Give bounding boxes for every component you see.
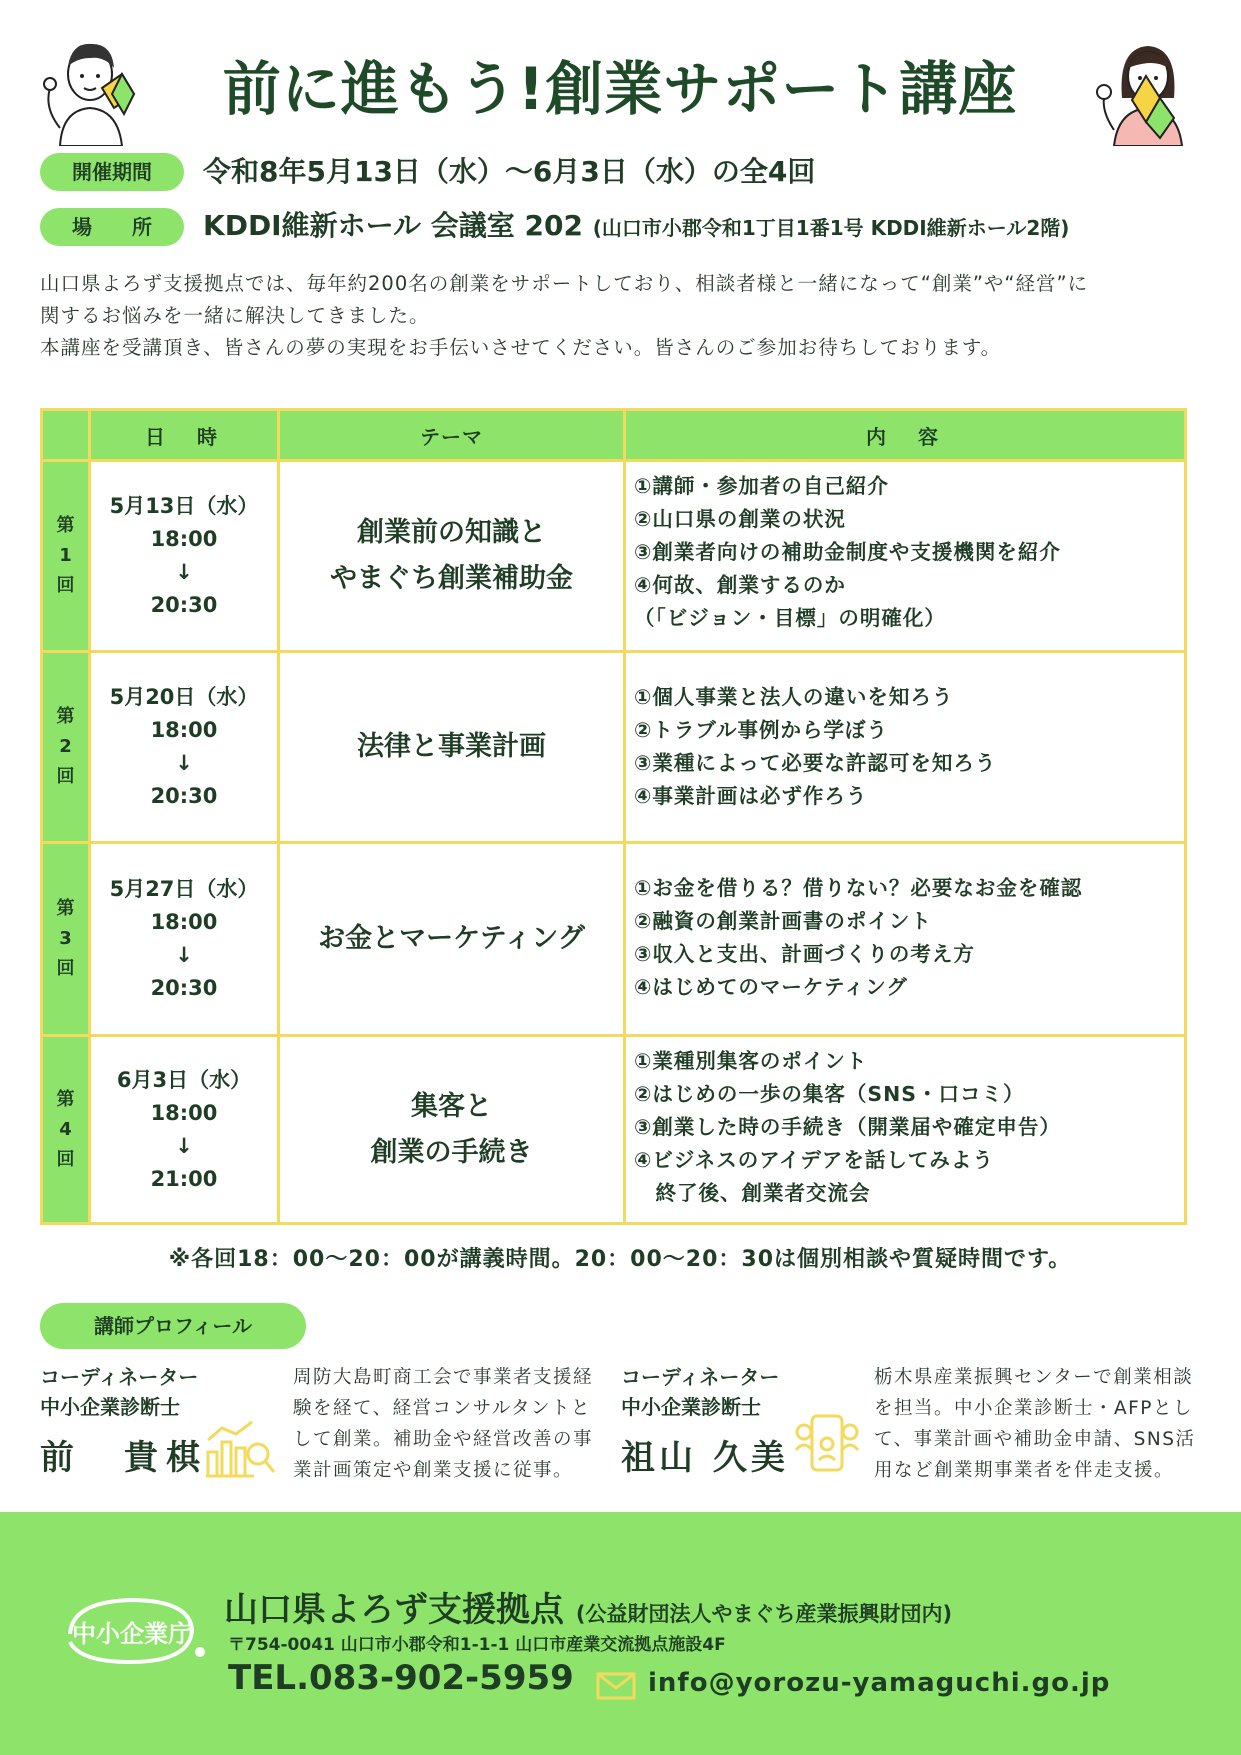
round-cell [42, 843, 90, 1036]
coordinator-role: コーディネーター [40, 1365, 199, 1389]
schedule-table [40, 408, 1187, 1225]
arrow-down-icon: ↓ [175, 943, 193, 967]
session-start: 18:00 [150, 527, 218, 551]
footer [0, 1512, 1241, 1755]
header-content: 内 容 [625, 410, 1186, 461]
address: 〒754-0041 山口市小郡令和1-1-1 山口市産業交流拠点施設4F [228, 1635, 726, 1655]
coordinator-1 [40, 1362, 208, 1479]
round-char: 3 [59, 928, 72, 949]
table-row [42, 652, 1186, 843]
venue-line [203, 206, 1069, 248]
man-illustration [38, 28, 148, 146]
round-char: 第 [56, 706, 75, 727]
content-item: ①お金を借りる？借りない？必要なお金を確認 [634, 876, 1083, 900]
session-end: 21:00 [150, 1166, 218, 1191]
theme-cell [279, 461, 625, 652]
content-cell [625, 461, 1186, 652]
round-cell [42, 461, 90, 652]
theme-line: お金とマーケティング [318, 923, 585, 954]
content-item: ④何故、創業するのか [634, 573, 846, 597]
content-cell [625, 652, 1186, 843]
round-char: 第 [56, 515, 75, 536]
schedule-note: ※各回18：00～20：00が講義時間。20：00～20：30は個別相談や質疑時間です。 [168, 1247, 1072, 1272]
header-date: 日 時 [90, 410, 279, 461]
phone-number[interactable]: TEL.083-902-5959 [228, 1658, 574, 1698]
org-line [224, 1582, 952, 1631]
table-row [42, 1036, 1186, 1224]
coordinator-role: コーディネーター [621, 1365, 780, 1389]
date-cell [90, 843, 279, 1036]
round-cell [42, 1036, 90, 1224]
arrow-down-icon: ↓ [175, 751, 193, 775]
theme-line: 創業の手続き [370, 1136, 533, 1168]
coordinator-qualification: 中小企業診断士 [621, 1395, 761, 1419]
round-char: 回 [56, 766, 75, 787]
round-char: 4 [59, 1118, 72, 1140]
table-header-row [42, 410, 1186, 461]
content-cell [625, 843, 1186, 1036]
content-item: ④ビジネスのアイデアを話してみよう [634, 1148, 994, 1172]
period-value: 令和8年5月13日（水）～6月3日（水）の全4回 [203, 155, 816, 188]
round-char: 第 [56, 898, 75, 919]
woman-illustration [1092, 28, 1202, 146]
content-item: ①業種別集客のポイント [634, 1049, 868, 1073]
session-date: 5月20日（水） [109, 685, 259, 709]
round-char: 回 [56, 575, 75, 596]
session-date: 5月27日（水） [109, 877, 259, 901]
session-end: 20:30 [150, 593, 218, 617]
coordinator-qualification: 中小企業診断士 [40, 1395, 180, 1419]
bio-line: 周防大島町商工会で事業者支援経 [293, 1367, 594, 1388]
email-link[interactable]: info@yorozu-yamaguchi.go.jp [648, 1668, 1111, 1698]
content-item: ②はじめの一歩の集客（SNS・口コミ） [634, 1082, 1025, 1106]
bio-line: て、事業計画や補助金申請、SNS活 [874, 1429, 1196, 1450]
logo-text: 中小企業庁 [72, 1620, 192, 1648]
coordinator-name: 祖山 久美 [621, 1438, 789, 1478]
session-start: 18:00 [150, 1100, 218, 1125]
table-row [42, 843, 1186, 1036]
coordinator-2-bio [874, 1362, 1214, 1486]
round-cell [42, 652, 90, 843]
org-name: 山口県よろず支援拠点 [224, 1590, 564, 1630]
round-char: 回 [56, 958, 75, 979]
content-cell [625, 1036, 1186, 1224]
round-char: 回 [56, 1148, 75, 1170]
content-item: ③収入と支出、計画づくりの考え方 [634, 942, 975, 966]
header-corner [42, 410, 90, 461]
content-item: ④はじめてのマーケティング [634, 975, 908, 999]
round-char: 2 [59, 736, 72, 757]
arrow-down-icon: ↓ [175, 1133, 193, 1158]
sme-agency-logo [60, 1594, 206, 1668]
coordinator-1-bio [293, 1362, 613, 1486]
smartphone-users-icon [794, 1410, 860, 1476]
content-item: ①個人事業と法人の違いを知ろう [634, 685, 954, 709]
theme-line: 創業前の知識と [357, 517, 546, 548]
bio-line: して創業。補助金や経営改善の事 [293, 1429, 594, 1450]
date-cell [90, 652, 279, 843]
bio-line: 業計画策定や創業支援に従事。 [293, 1460, 574, 1481]
round-char: 1 [59, 545, 72, 566]
arrow-down-icon: ↓ [175, 560, 193, 584]
session-start: 18:00 [150, 718, 218, 742]
venue-value: KDDI維新ホール 会議室 202 [203, 209, 583, 242]
theme-cell [279, 652, 625, 843]
content-item: ②山口県の創業の状況 [634, 507, 846, 531]
venue-label: 場 所 [40, 208, 184, 246]
envelope-icon [596, 1672, 636, 1700]
content-item: ①講師・参加者の自己紹介 [634, 474, 889, 498]
session-end: 20:30 [150, 784, 218, 808]
content-item: ④事業計画は必ず作ろう [634, 784, 868, 808]
theme-line: 集客と [411, 1090, 492, 1122]
content-item: ③創業した時の手続き（開業届や確定申告） [634, 1115, 1061, 1139]
theme-line: やまぐち創業補助金 [330, 563, 573, 594]
bio-line: を担当。中小企業診断士・AFPとし [874, 1398, 1193, 1419]
date-cell [90, 1036, 279, 1224]
venue-address: (山口市小郡令和1丁目1番1号 KDDI維新ホール2階) [592, 216, 1070, 240]
page-title: 前に進もう!創業サポート講座 [222, 55, 1018, 123]
content-item: ②トラブル事例から学ぼう [634, 718, 889, 742]
intro-line: 関するお悩みを一緒に解決してきました。 [40, 304, 430, 327]
profile-label: 講師プロフィール [40, 1303, 306, 1349]
analytics-chart-icon [204, 1418, 278, 1480]
theme-cell [279, 1036, 625, 1224]
session-start: 18:00 [150, 910, 218, 934]
bio-line: 用など創業期事業者を伴走支援。 [874, 1460, 1175, 1481]
coordinator-name: 前 貴棋 [40, 1438, 208, 1478]
period-label: 開催期間 [40, 153, 184, 191]
content-item: 終了後、創業者交流会 [634, 1181, 871, 1205]
bio-line: 験を経て、経営コンサルタントと [293, 1398, 591, 1419]
theme-cell [279, 843, 625, 1036]
round-char: 第 [56, 1088, 75, 1110]
org-sub: (公益財団法人やまぐち産業振興財団内) [575, 1602, 953, 1626]
theme-line: 法律と事業計画 [357, 731, 546, 762]
intro-text [40, 268, 1210, 364]
session-date: 6月3日（水） [116, 1067, 252, 1092]
content-item: ②融資の創業計画書のポイント [634, 909, 932, 933]
session-end: 20:30 [150, 976, 218, 1000]
content-item: ③創業者向けの補助金制度や支援機関を紹介 [634, 540, 1061, 564]
coordinator-2 [621, 1362, 789, 1479]
intro-line: 本講座を受講頂き、皆さんの夢の実現をお手伝いさせてください。皆さんのご参加お待ちしております。 [40, 336, 1002, 359]
intro-line: 山口県よろず支援拠点では、毎年約200名の創業をサポートしており、相談者様と一緒になって“創業”や“経営”に [40, 272, 1089, 295]
content-item: （「ビジョン・目標」の明確化） [634, 606, 946, 630]
session-date: 5月13日（水） [109, 494, 259, 518]
table-row [42, 461, 1186, 652]
header-theme: テーマ [279, 410, 625, 461]
date-cell [90, 461, 279, 652]
bio-line: 栃木県産業振興センターで創業相談 [874, 1367, 1194, 1388]
content-item: ③業種によって必要な許認可を知ろう [634, 751, 997, 775]
